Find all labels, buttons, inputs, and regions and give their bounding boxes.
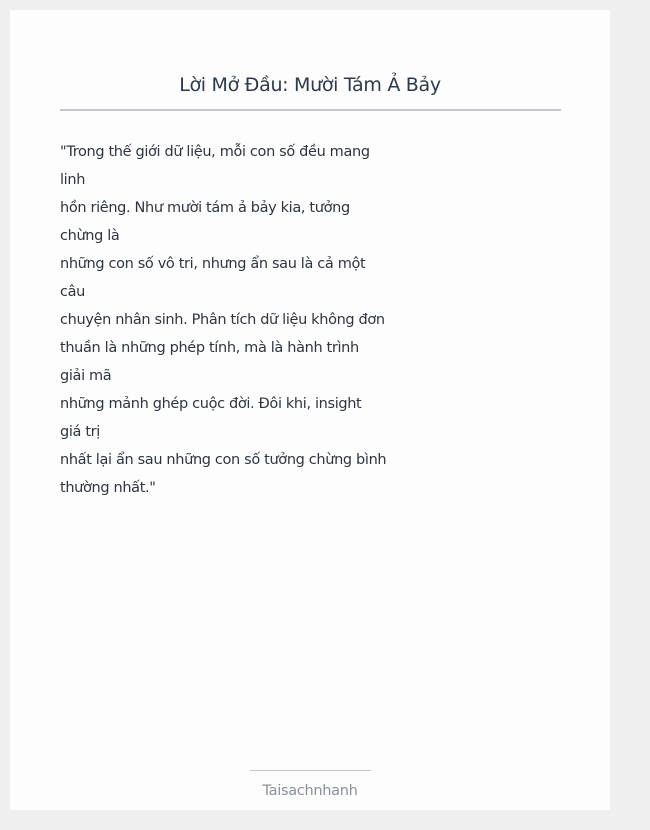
body-line: "Trong thế giới dữ liệu, mỗi con số đều mang — [60, 144, 370, 160]
title-divider — [60, 109, 561, 111]
footer-divider — [250, 770, 371, 771]
body-line: thường nhất." — [60, 480, 156, 496]
body-line: giá trị — [60, 424, 100, 440]
body-line: hồn riêng. Như mười tám ả bảy kia, tưởng — [60, 200, 350, 216]
body-line: nhất lại ẩn sau những con số tưởng chừng bình — [60, 452, 387, 468]
body-line: chuyện nhân sinh. Phân tích dữ liệu không đơn — [60, 312, 385, 328]
body-line: chừng là — [60, 228, 120, 244]
chapter-body — [60, 138, 400, 502]
book-page — [10, 10, 610, 810]
body-line: những con số vô tri, nhưng ẩn sau là cả một — [60, 256, 366, 272]
chapter-title: Lời Mở Đầu: Mười Tám Ả Bảy — [179, 74, 441, 96]
body-line: linh — [60, 172, 86, 188]
body-line: thuần là những phép tính, mà là hành trình — [60, 340, 359, 356]
body-line: những mảnh ghép cuộc đời. Đôi khi, insight — [60, 396, 362, 412]
footer-source: Taisachnhanh — [262, 783, 358, 799]
body-line: câu — [60, 284, 85, 300]
body-line: giải mã — [60, 368, 112, 384]
